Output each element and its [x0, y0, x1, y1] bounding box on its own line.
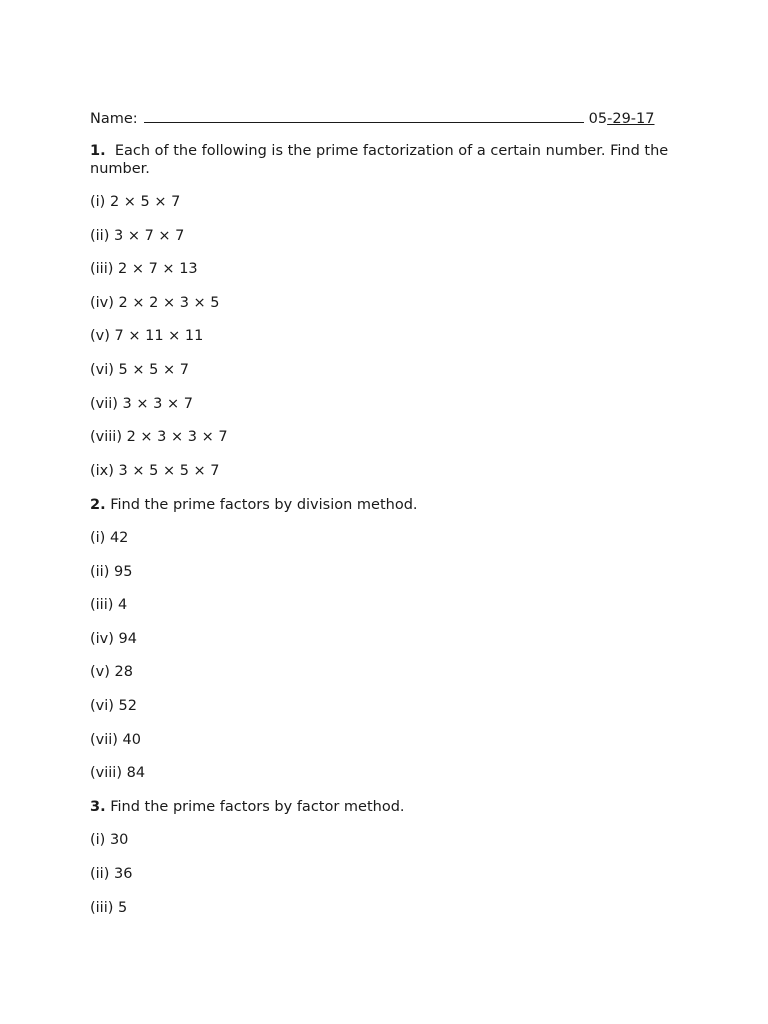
- q1-item-6: (vi) 5 × 5 × 7: [90, 362, 189, 378]
- worksheet-header: [90, 108, 660, 127]
- question-3-number: 3.: [90, 799, 106, 815]
- q1-item-1: (i) 2 × 5 × 7: [90, 194, 181, 210]
- q3-item-1: (i) 30: [90, 832, 129, 848]
- question-3-text: Find the prime factors by factor method.: [110, 799, 405, 815]
- name-label: Name:: [90, 111, 138, 127]
- q2-item-8: (viii) 84: [90, 765, 146, 781]
- date-prefix: 05: [588, 111, 608, 127]
- q1-item-2: (ii) 3 × 7 × 7: [90, 228, 185, 244]
- date: [589, 111, 655, 127]
- q1-item-8: (viii) 2 × 3 × 3 × 7: [90, 429, 228, 445]
- q2-item-3: (iii) 4: [90, 597, 128, 613]
- q2-item-6: (vi) 52: [90, 698, 137, 714]
- question-1-text: Each of the following is the prime factorization of a certain number. Find the number.: [90, 143, 669, 177]
- question-2-prompt: [90, 497, 418, 513]
- q1-item-5: (v) 7 × 11 × 11: [90, 328, 204, 344]
- q2-item-7: (vii) 40: [90, 732, 142, 748]
- q3-item-2: (ii) 36: [90, 866, 133, 882]
- question-1-prompt: [90, 142, 675, 178]
- q1-item-7: (vii) 3 × 3 × 7: [90, 396, 193, 412]
- date-rest: -29-17: [607, 111, 655, 127]
- q1-item-9: (ix) 3 × 5 × 5 × 7: [90, 463, 220, 479]
- q3-item-3: (iii) 5: [90, 900, 128, 916]
- q1-item-3: (iii) 2 × 7 × 13: [90, 261, 198, 277]
- question-2-text: Find the prime factors by division method.: [110, 497, 418, 513]
- q2-item-4: (iv) 94: [90, 631, 137, 647]
- q2-item-2: (ii) 95: [90, 564, 133, 580]
- question-2-number: 2.: [90, 497, 106, 513]
- worksheet-page: [90, 0, 680, 1024]
- question-3-prompt: [90, 799, 405, 815]
- q2-item-1: (i) 42: [90, 530, 129, 546]
- name-blank-line: [144, 108, 584, 123]
- q2-item-5: (v) 28: [90, 664, 133, 680]
- q1-item-4: (iv) 2 × 2 × 3 × 5: [90, 295, 220, 311]
- question-1-number: 1.: [90, 143, 106, 159]
